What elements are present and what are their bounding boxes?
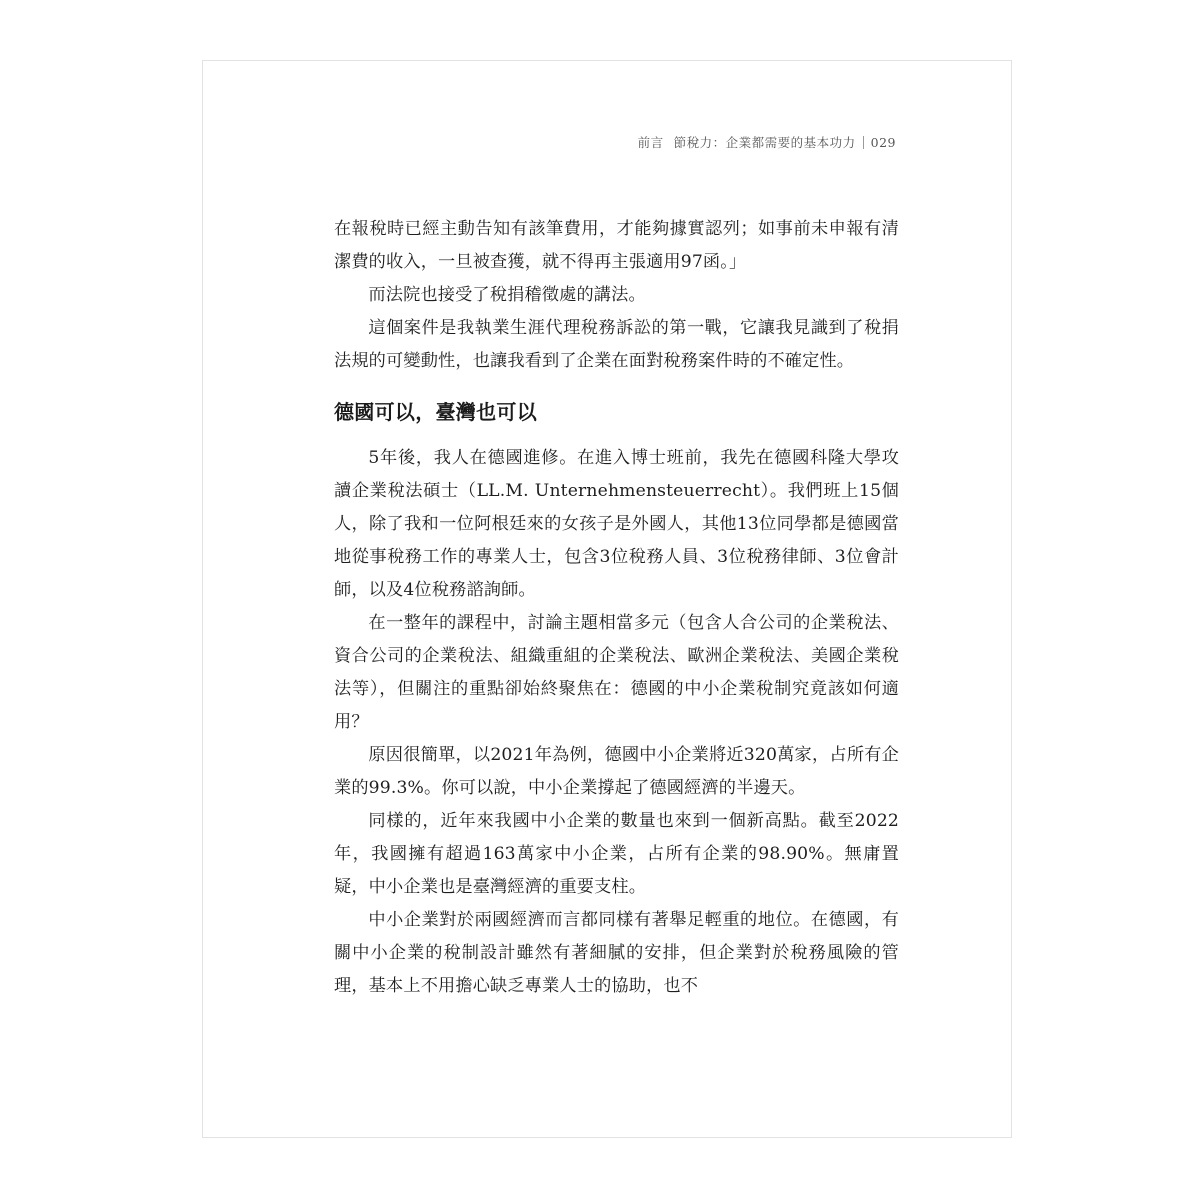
paragraph-5: 在一整年的課程中，討論主題相當多元（包含人合公司的企業稅法、資合公司的企業稅法、組織重組的企業稅法、歐洲企業稅法、美國企業稅法等），但關注的重點卻始終聚焦在：德國的中小企業稅制究竟該如何適用？ [334, 613, 899, 732]
paragraph-3: 這個案件是我執業生涯代理稅務訴訟的第一戰，它讓我見識到了稅捐法規的可變動性，也讓我看到了企業在面對稅務案件時的不確定性。 [334, 318, 899, 371]
book-page [202, 60, 1012, 1138]
body-text [334, 213, 899, 1003]
section-heading: 德國可以，臺灣也可以 [334, 400, 537, 424]
paragraph-6: 原因很簡單，以2021年為例，德國中小企業將近320萬家，占所有企業的99.3%。你可以說，中小企業撐起了德國經濟的半邊天。 [334, 745, 899, 798]
page-number: 029 [870, 135, 896, 150]
header-title: 節稅力：企業都需要的基本功力 [673, 135, 856, 150]
header-separator [863, 136, 864, 149]
paragraph-7: 同樣的，近年來我國中小企業的數量也來到一個新高點。截至2022年，我國擁有超過163萬家中小企業，占所有企業的98.90%。無庸置疑，中小企業也是臺灣經濟的重要支柱。 [334, 811, 899, 897]
paragraph-2: 而法院也接受了稅捐稽徵處的講法。 [368, 285, 646, 305]
running-header [203, 133, 896, 151]
paragraph-4: 5年後，我人在德國進修。在進入博士班前，我先在德國科隆大學攻讀企業稅法碩士（LL.M. Unternehmensteuerrecht）。我們班上15個人，除了我和一位阿根廷來的女孩子是外國人，其他13位同學都是德國當地從事稅務工作的專業人士，包含3位稅務人員、3位稅務律師、3位會計師，以及4位稅務諮詢師。 [334, 448, 899, 600]
paragraph-8: 中小企業對於兩國經濟而言都同樣有著舉足輕重的地位。在德國，有關中小企業的稅制設計雖然有著細膩的安排，但企業對於稅務風險的管理，基本上不用擔心缺乏專業人士的協助，也不 [334, 910, 899, 996]
header-chapter: 前言 [637, 135, 664, 150]
paragraph-1: 在報稅時已經主動告知有該筆費用，才能夠據實認列；如事前未申報有清潔費的收入，一旦被查獲，就不得再主張適用97函。」 [334, 219, 899, 272]
